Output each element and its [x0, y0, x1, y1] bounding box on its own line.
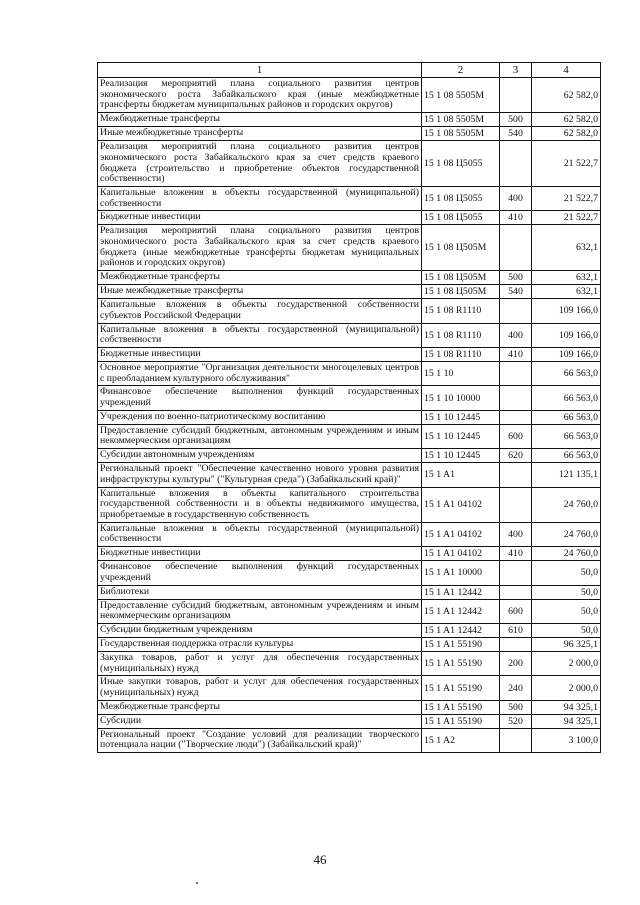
row-name: Субсидии автономным учреждениям [98, 449, 422, 463]
row-name: Реализация мероприятий плана социального развития центров экономического роста Забайкальского края за счет средств краевого бюджета (строительство и приобретение объектов государственной собственности) [98, 141, 422, 187]
row-amount: 2 000,0 [532, 651, 601, 675]
row-code: 15 1 A1 55190 [422, 651, 500, 675]
table-row [98, 386, 601, 410]
row-amount: 109 166,0 [532, 299, 601, 323]
row-expense-type [500, 561, 532, 585]
row-name: Иные межбюджетные трансферты [98, 285, 422, 299]
table-row [98, 225, 601, 271]
row-name: Учреждения по военно-патриотическому воспитанию [98, 410, 422, 424]
row-code: 15 1 A1 [422, 463, 500, 487]
row-expense-type [500, 487, 532, 522]
row-amount: 96 325,1 [532, 637, 601, 651]
row-expense-type: 410 [500, 347, 532, 361]
row-name: Капитальные вложения в объекты государственной (муниципальной) собственности [98, 522, 422, 546]
table-row [98, 127, 601, 141]
row-amount: 50,0 [532, 585, 601, 599]
row-code: 15 1 A1 55190 [422, 700, 500, 714]
row-name: Межбюджетные трансферты [98, 700, 422, 714]
table-row [98, 113, 601, 127]
row-expense-type: 500 [500, 700, 532, 714]
row-amount: 109 166,0 [532, 347, 601, 361]
row-expense-type [500, 637, 532, 651]
row-expense-type [500, 585, 532, 599]
row-code: 15 1 10 12445 [422, 424, 500, 448]
table-row [98, 487, 601, 522]
row-name: Региональный проект "Создание условий для реализации творческого потенциала нации ("Творческие люди") (Забайкальский край)" [98, 728, 422, 752]
header-row [98, 63, 601, 78]
table-row [98, 211, 601, 225]
table-row [98, 585, 601, 599]
row-name: Субсидии [98, 714, 422, 728]
table-row [98, 561, 601, 585]
row-code: 15 1 08 Ц5055 [422, 141, 500, 187]
row-expense-type [500, 225, 532, 271]
row-amount: 66 563,0 [532, 386, 601, 410]
row-name: Капитальные вложения в объекты государственной (муниципальной) собственности [98, 186, 422, 210]
row-name: Капитальные вложения в объекты капитального строительства государственной собственности и в объекты недвижимого имущества, приобретаемые в государственную собственность [98, 487, 422, 522]
row-code: 15 1 08 R1110 [422, 323, 500, 347]
row-amount: 50,0 [532, 623, 601, 637]
row-name: Межбюджетные трансферты [98, 113, 422, 127]
table-row [98, 141, 601, 187]
row-code: 15 1 08 Ц505М [422, 285, 500, 299]
row-code: 15 1 A1 12442 [422, 623, 500, 637]
row-code: 15 1 A1 04102 [422, 487, 500, 522]
row-expense-type: 400 [500, 186, 532, 210]
table-row [98, 361, 601, 385]
table-row [98, 78, 601, 113]
table-row [98, 323, 601, 347]
row-amount: 62 582,0 [532, 113, 601, 127]
row-amount: 24 760,0 [532, 522, 601, 546]
row-name: Библиотеки [98, 585, 422, 599]
row-expense-type: 400 [500, 522, 532, 546]
row-name: Финансовое обеспечение выполнения функций государственных учреждений [98, 561, 422, 585]
row-name: Межбюджетные трансферты [98, 271, 422, 285]
row-name: Бюджетные инвестиции [98, 211, 422, 225]
row-amount: 632,1 [532, 271, 601, 285]
row-expense-type [500, 141, 532, 187]
row-amount: 3 100,0 [532, 728, 601, 752]
table-row [98, 599, 601, 623]
row-amount: 2 000,0 [532, 676, 601, 700]
row-amount: 66 563,0 [532, 424, 601, 448]
row-code: 15 1 10 12445 [422, 449, 500, 463]
row-name: Предоставление субсидий бюджетным, автономным учреждениям и иным некоммерческим организациям [98, 599, 422, 623]
row-code: 15 1 08 5505М [422, 78, 500, 113]
row-name: Бюджетные инвестиции [98, 347, 422, 361]
row-code: 15 1 10 [422, 361, 500, 385]
row-amount: 66 563,0 [532, 410, 601, 424]
row-expense-type: 400 [500, 323, 532, 347]
row-code: 15 1 10 10000 [422, 386, 500, 410]
row-expense-type: 200 [500, 651, 532, 675]
row-code: 15 1 08 Ц5055 [422, 211, 500, 225]
row-amount: 24 760,0 [532, 487, 601, 522]
row-name: Субсидии бюджетным учреждениям [98, 623, 422, 637]
row-expense-type: 540 [500, 285, 532, 299]
row-expense-type [500, 361, 532, 385]
row-amount: 21 522,7 [532, 211, 601, 225]
row-expense-type [500, 463, 532, 487]
row-code: 15 1 08 5505М [422, 127, 500, 141]
row-code: 15 1 08 Ц505М [422, 225, 500, 271]
row-amount: 94 325,1 [532, 700, 601, 714]
budget-table [97, 62, 601, 753]
row-amount: 62 582,0 [532, 78, 601, 113]
row-code: 15 1 08 R1110 [422, 347, 500, 361]
table-row [98, 271, 601, 285]
row-code: 15 1 A1 04102 [422, 522, 500, 546]
row-amount: 121 135,1 [532, 463, 601, 487]
row-amount: 50,0 [532, 599, 601, 623]
table-row [98, 347, 601, 361]
header-col-3: 3 [500, 63, 532, 78]
row-code: 15 1 08 Ц505М [422, 271, 500, 285]
header-col-2: 2 [422, 63, 500, 78]
row-code: 15 1 08 Ц5055 [422, 186, 500, 210]
row-code: 15 1 A1 12442 [422, 585, 500, 599]
header-col-4: 4 [532, 63, 601, 78]
table-row [98, 728, 601, 752]
page-number: 46 [313, 852, 327, 867]
table-row [98, 637, 601, 651]
table-row [98, 299, 601, 323]
row-amount: 632,1 [532, 225, 601, 271]
row-expense-type: 500 [500, 271, 532, 285]
table-row [98, 424, 601, 448]
table-row [98, 547, 601, 561]
row-name: Государственная поддержка отрасли культуры [98, 637, 422, 651]
table-body [98, 78, 601, 753]
row-code: 15 1 A1 55190 [422, 637, 500, 651]
row-amount: 66 563,0 [532, 449, 601, 463]
scan-dot [196, 882, 198, 884]
row-expense-type [500, 728, 532, 752]
row-expense-type: 520 [500, 714, 532, 728]
row-expense-type: 620 [500, 449, 532, 463]
table-row [98, 623, 601, 637]
row-expense-type: 600 [500, 424, 532, 448]
row-code: 15 1 08 R1110 [422, 299, 500, 323]
table-row [98, 463, 601, 487]
row-code: 15 1 A2 [422, 728, 500, 752]
header-col-1: 1 [98, 63, 422, 78]
row-code: 15 1 A1 12442 [422, 599, 500, 623]
row-code: 15 1 A1 04102 [422, 547, 500, 561]
row-expense-type [500, 410, 532, 424]
table-row [98, 651, 601, 675]
row-name: Реализация мероприятий плана социального развития центров экономического роста Забайкальского края (иные межбюджетные трансферты бюджетам муниципальных районов и городских округов) [98, 78, 422, 113]
row-name: Закупка товаров, работ и услуг для обеспечения государственных (муниципальных) нужд [98, 651, 422, 675]
row-name: Предоставление субсидий бюджетным, автономным учреждениям и иным некоммерческим организациям [98, 424, 422, 448]
row-amount: 62 582,0 [532, 127, 601, 141]
row-name: Капитальные вложения в объекты государственной собственности субъектов Российской Федерации [98, 299, 422, 323]
row-expense-type: 410 [500, 547, 532, 561]
row-code: 15 1 A1 55190 [422, 676, 500, 700]
row-name: Капитальные вложения в объекты государственной (муниципальной) собственности [98, 323, 422, 347]
table-row [98, 676, 601, 700]
row-amount: 632,1 [532, 285, 601, 299]
row-name: Иные закупки товаров, работ и услуг для обеспечения государственных (муниципальных) нужд [98, 676, 422, 700]
table-row [98, 186, 601, 210]
row-amount: 66 563,0 [532, 361, 601, 385]
row-expense-type [500, 299, 532, 323]
table-row [98, 700, 601, 714]
row-code: 15 1 10 12445 [422, 410, 500, 424]
row-expense-type: 500 [500, 113, 532, 127]
row-name: Региональный проект "Обеспечение качественно нового уровня развития инфраструктуры культуры" ("Культурная среда") (Забайкальский край)" [98, 463, 422, 487]
table-row [98, 714, 601, 728]
row-expense-type: 240 [500, 676, 532, 700]
row-name: Бюджетные инвестиции [98, 547, 422, 561]
table-row [98, 410, 601, 424]
row-amount: 50,0 [532, 561, 601, 585]
table-row [98, 449, 601, 463]
row-expense-type [500, 386, 532, 410]
row-name: Реализация мероприятий плана социального развития центров экономического роста Забайкальского края за счет средств краевого бюджета (иные межбюджетные трансферты бюджетам муниципальных районов и городских округов) [98, 225, 422, 271]
row-expense-type [500, 78, 532, 113]
row-amount: 21 522,7 [532, 186, 601, 210]
row-expense-type: 410 [500, 211, 532, 225]
table-row [98, 522, 601, 546]
row-name: Финансовое обеспечение выполнения функций государственных учреждений [98, 386, 422, 410]
row-code: 15 1 08 5505М [422, 113, 500, 127]
row-amount: 21 522,7 [532, 141, 601, 187]
row-amount: 24 760,0 [532, 547, 601, 561]
row-code: 15 1 A1 10000 [422, 561, 500, 585]
row-code: 15 1 A1 55190 [422, 714, 500, 728]
row-name: Основное мероприятие "Организация деятельности многоцелевых центров с преобладанием культурного обслуживания" [98, 361, 422, 385]
row-expense-type: 610 [500, 623, 532, 637]
row-amount: 94 325,1 [532, 714, 601, 728]
row-amount: 109 166,0 [532, 323, 601, 347]
row-expense-type: 600 [500, 599, 532, 623]
row-name: Иные межбюджетные трансферты [98, 127, 422, 141]
row-expense-type: 540 [500, 127, 532, 141]
table-row [98, 285, 601, 299]
